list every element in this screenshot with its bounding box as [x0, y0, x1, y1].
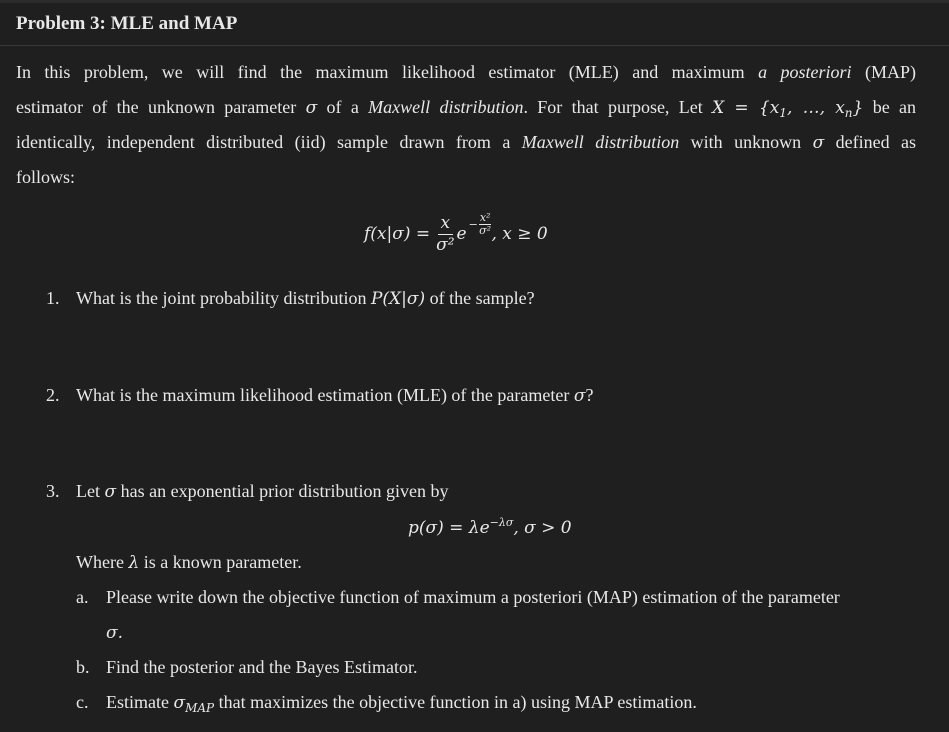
problem-title: Problem 3: MLE and MAP — [16, 13, 238, 34]
q2-text: What is the maximum likelihood estimation (MLE) of the parameter σ? — [76, 385, 594, 406]
title-divider — [0, 45, 949, 46]
equation-exponential-base: e — [456, 224, 467, 244]
q3b-label: b. — [76, 657, 90, 677]
intro-line-3 — [16, 132, 916, 153]
math-lambda: λ — [128, 553, 140, 573]
math-sigma: σ — [104, 482, 117, 502]
math-sigma-map: $\sigma_{MAP}$ — [173, 693, 215, 715]
intro-line-4: follows: — [16, 167, 76, 187]
intro-text: with unknown — [690, 132, 802, 152]
prior-equation: $p(\sigma) = \lambda e^{-\lambda\sigma}$, σ > 0 — [408, 516, 572, 538]
intro-italic-a-posteriori: a posteriori — [758, 62, 852, 82]
q3-where-text: Where λ is a known parameter. — [76, 552, 302, 573]
intro-text: be an — [872, 97, 916, 117]
q2-number: 2. — [46, 385, 60, 405]
math-sigma: σ — [812, 133, 825, 153]
q3a-label: a. — [76, 587, 89, 607]
intro-line-1 — [16, 62, 916, 83]
q3c-label: c. — [76, 692, 89, 712]
equation-fraction — [436, 212, 455, 255]
top-strip — [0, 0, 949, 3]
intro-text: of a — [326, 97, 359, 117]
math-sigma: σ — [305, 98, 318, 118]
q3a-continuation: σ. — [106, 623, 124, 643]
q3a-text: Please write down the objective function of maximum a posteriori (MAP) estimation of the parameter — [106, 587, 840, 607]
math-joint-probability: P(X|σ) — [370, 289, 426, 309]
fraction-numerator: x — [438, 215, 454, 235]
equation-exponent — [469, 212, 492, 236]
intro-text: . For that purpose, Let — [523, 97, 703, 117]
math-sigma: σ — [573, 386, 586, 406]
exponent-numerator: x² — [479, 211, 491, 224]
intro-text: identically, independent distributed (iid) sample drawn from a — [16, 132, 511, 152]
math-sample-set: $X = \{x_1$, …, $x_n$} — [712, 98, 864, 120]
intro-italic-maxwell: Maxwell distribution — [368, 97, 524, 117]
q3-number: 3. — [46, 481, 60, 501]
q3c-text: Estimate $\sigma_{MAP}$ that maximizes the objective function in a) using MAP estimation. — [106, 692, 697, 715]
intro-line-2 — [16, 97, 916, 120]
prior-exponent: −λσ — [489, 516, 514, 529]
fraction-denominator: σ² — [436, 234, 455, 255]
q1-text: What is the joint probability distribution P(X|σ) of the sample? — [76, 288, 535, 309]
equation-domain: , x ≥ 0 — [491, 224, 548, 244]
q3b-text: Find the posterior and the Bayes Estimator. — [106, 657, 418, 677]
intro-italic-maxwell: Maxwell distribution — [521, 132, 680, 152]
equation-lhs: f(x|σ) = — [364, 224, 431, 244]
exponent-sign: − — [468, 217, 478, 231]
maxwell-density-equation — [364, 207, 548, 261]
q3-text: Let σ has an exponential prior distribution given by — [76, 481, 449, 502]
intro-text: estimator of the unknown parameter — [16, 97, 297, 117]
intro-text: defined as — [835, 132, 917, 152]
intro-text: In this problem, we will find the maximum likelihood estimator (MLE) and maximum — [16, 62, 745, 82]
exponent-denominator: σ² — [479, 224, 492, 237]
intro-text: (MAP) — [864, 62, 916, 82]
q1-number: 1. — [46, 288, 60, 308]
